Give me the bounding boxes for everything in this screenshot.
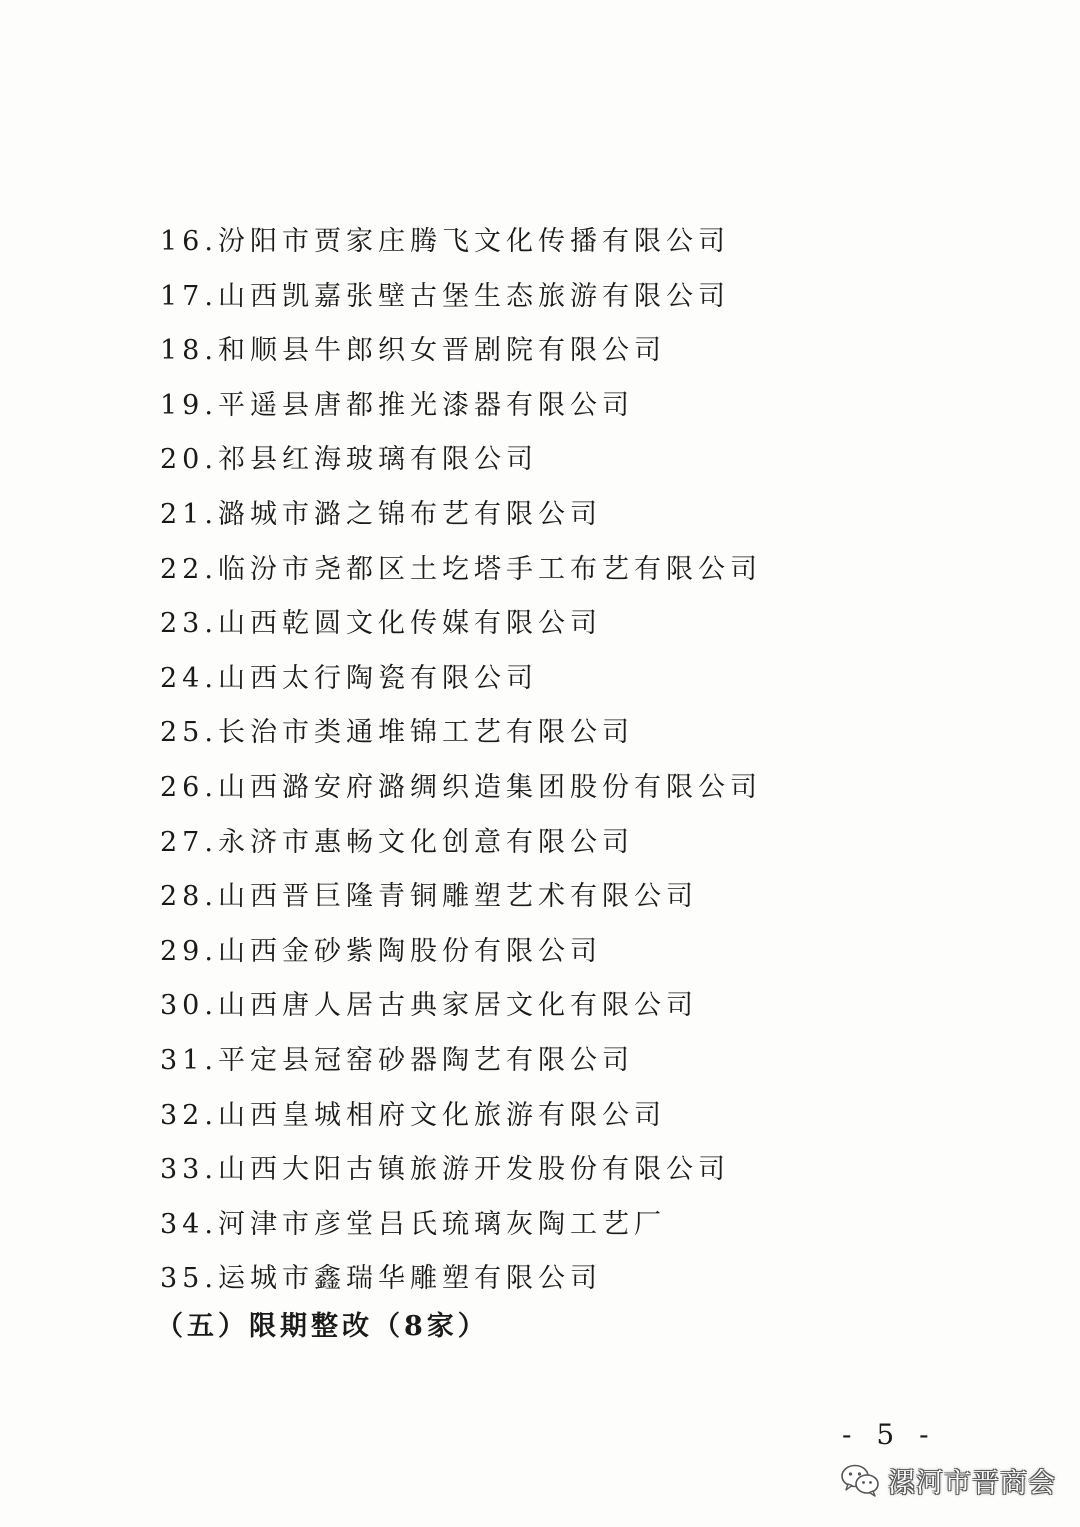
list-item: 20.祁县红海玻璃有限公司 (160, 444, 538, 476)
wechat-icon (840, 1463, 880, 1497)
watermark-text: 漯河市晋商会 (888, 1467, 1056, 1499)
list-item: 18.和顺县牛郎织女晋剧院有限公司 (160, 335, 666, 367)
list-item: 32.山西皇城相府文化旅游有限公司 (160, 1099, 666, 1131)
list-item: 27.永济市惠畅文化创意有限公司 (160, 826, 634, 858)
company-list (160, 215, 762, 1307)
list-item: 23.山西乾圆文化传媒有限公司 (160, 608, 602, 640)
list-item: 17.山西凯嘉张壁古堡生态旅游有限公司 (160, 280, 730, 312)
page-number: - 5 - (842, 1418, 937, 1451)
list-item: 35.运城市鑫瑞华雕塑有限公司 (160, 1263, 602, 1295)
wechat-watermark (840, 1458, 1056, 1502)
list-item: 31.平定县冠窑砂器陶艺有限公司 (160, 1044, 634, 1076)
list-item: 19.平遥县唐都推光漆器有限公司 (160, 389, 634, 421)
list-item: 24.山西太行陶瓷有限公司 (160, 662, 538, 694)
list-item: 28.山西晋巨隆青铜雕塑艺术有限公司 (160, 881, 698, 913)
list-item: 30.山西唐人居古典家居文化有限公司 (160, 990, 698, 1022)
list-item: 21.潞城市潞之锦布艺有限公司 (160, 498, 602, 530)
list-item: 33.山西大阳古镇旅游开发股份有限公司 (160, 1154, 730, 1186)
list-item: 25.长治市类通堆锦工艺有限公司 (160, 717, 634, 749)
list-item: 26.山西潞安府潞绸织造集团股份有限公司 (160, 771, 762, 803)
list-item: 29.山西金砂紫陶股份有限公司 (160, 935, 602, 967)
section-heading: （五）限期整改（8家） (156, 1311, 489, 1342)
list-item: 22.临汾市尧都区土圪塔手工布艺有限公司 (160, 553, 762, 585)
list-item: 34.河津市彦堂吕氏琉璃灰陶工艺厂 (160, 1208, 666, 1240)
list-item: 16.汾阳市贾家庄腾飞文化传播有限公司 (160, 226, 730, 257)
